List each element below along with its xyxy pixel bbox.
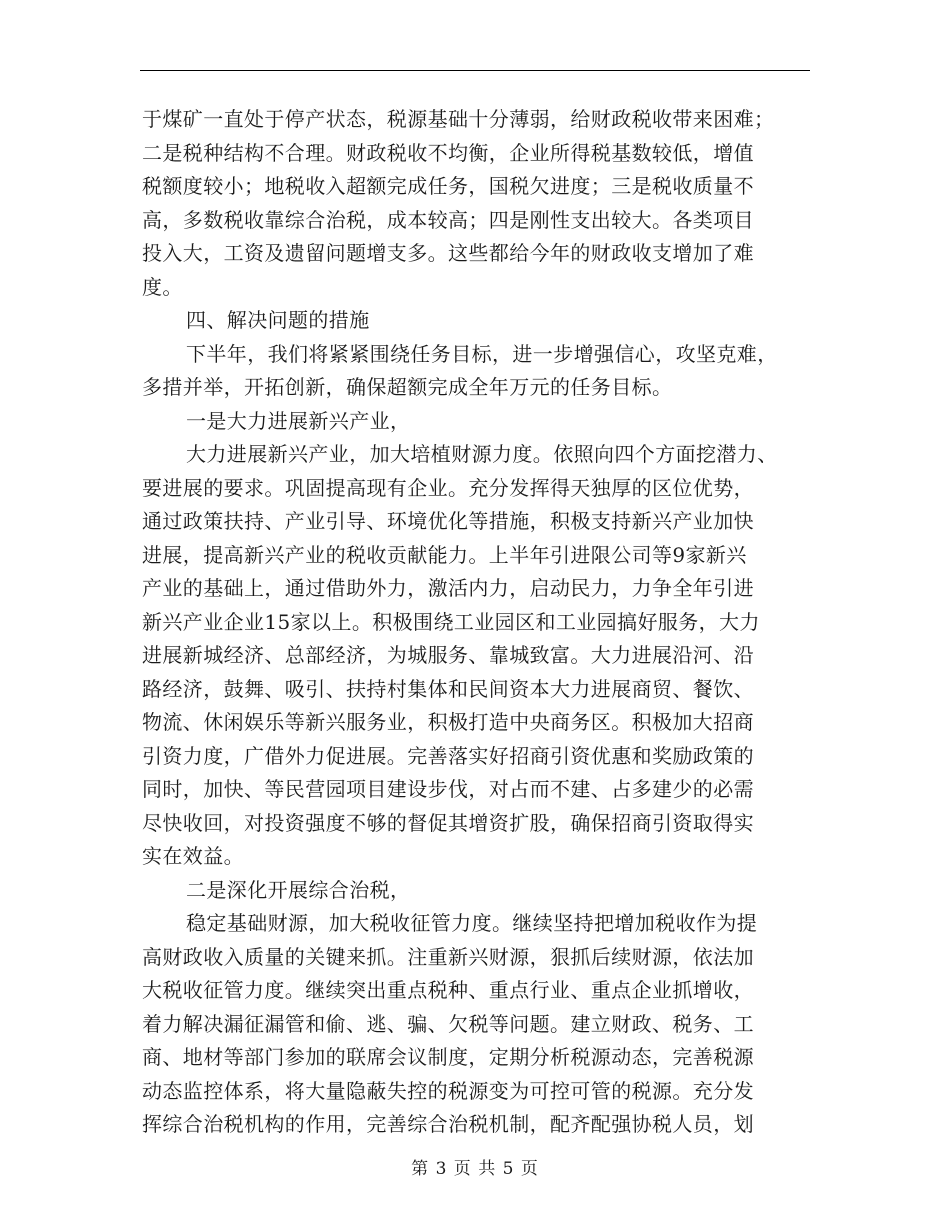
text-line: 进展，提高新兴产业的税收贡献能力。上半年引进限公司等9家新兴 (142, 542, 747, 567)
text-line: 实在效益。 (142, 844, 244, 868)
text-line: 挥综合治税机构的作用，完善综合治税机制，配齐配强协税人员，划 (142, 1112, 754, 1136)
text-line: 同时，加快、等民营园项目建设步伐，对占而不建、占多建少的必需 (142, 777, 754, 801)
header-rule (140, 70, 810, 71)
text-line: 新兴产业企业15家以上。积极围绕工业园区和工业园搞好服务，大力 (142, 609, 760, 634)
page-footer (0, 1154, 950, 1179)
text-line: 尽快收回，对投资强度不够的督促其增资扩股，确保招商引资取得实 (142, 810, 754, 835)
page-number-label: 第 3 页 共 5 页 (411, 1159, 539, 1179)
text-line: 一是大力进展新兴产业， (186, 408, 411, 433)
text-line: 多措并举，开拓创新，确保超额完成全年万元的任务目标。 (142, 375, 673, 399)
text-line: 下半年，我们将紧紧围绕任务目标，进一步增强信心，攻坚克难， (186, 341, 778, 366)
text-line: 大税收征管力度。继续突出重点税种、重点行业、重点企业抓增收， (142, 978, 754, 1002)
text-line: 高财政收入质量的关键来抓。注重新兴财源，狠抓后续财源，依法加 (142, 944, 754, 969)
text-line: 稳定基础财源，加大税收征管力度。继续坚持把增加税收作为提 (186, 911, 758, 935)
text-line: 投入大，工资及遗留问题增支多。这些都给今年的财政收支增加了难 (142, 241, 754, 265)
text-line: 通过政策扶持、产业引导、环境优化等措施，积极支持新兴产业加快 (142, 509, 754, 533)
text-line: 税额度较小；地税收入超额完成任务，国税欠进度；三是税收质量不 (142, 174, 754, 198)
text-line: 商、地材等部门参加的联席会议制度，定期分析税源动态，完善税源 (142, 1045, 754, 1069)
text-line: 二是深化开展综合治税， (186, 877, 411, 902)
text-line: 着力解决漏征漏管和偷、逃、骗、欠税等问题。建立财政、税务、工 (142, 1011, 754, 1036)
text-line: 度。 (142, 274, 183, 299)
text-line: 大力进展新兴产业，加大培植财源力度。依照向四个方面挖潜力、 (186, 442, 778, 466)
text-line: 于煤矿一直处于停产状态，税源基础十分薄弱，给财政税收带来困难； (142, 107, 775, 131)
text-line: 高，多数税收靠综合治税，成本较高；四是刚性支出较大。各类项目 (142, 207, 754, 232)
text-line: 动态监控体系，将大量隐蔽失控的税源变为可控可管的税源。充分发 (142, 1078, 754, 1103)
text-line: 进展新城经济、总部经济，为城服务、靠城致富。大力进展沿河、沿 (142, 643, 754, 667)
text-line: 引资力度，广借外力促进展。完善落实好招商引资优惠和奖励政策的 (142, 743, 754, 768)
text-line: 路经济，鼓舞、吸引、扶持村集体和民间资本大力进展商贸、餐饮、 (142, 676, 754, 701)
text-line: 要进展的要求。巩固提高现有企业。充分发挥得天独厚的区位优势， (142, 475, 754, 500)
text-line: 物流、休闲娱乐等新兴服务业，积极打造中央商务区。积极加大招商 (142, 710, 754, 734)
text-line: 二是税种结构不合理。财政税收不均衡，企业所得税基数较低，增值 (142, 140, 754, 165)
document-body (142, 103, 810, 1142)
text-line: 四、解决问题的措施 (186, 308, 370, 332)
text-line: 产业的基础上，通过借助外力，激活内力，启动民力，力争全年引进 (142, 576, 754, 600)
